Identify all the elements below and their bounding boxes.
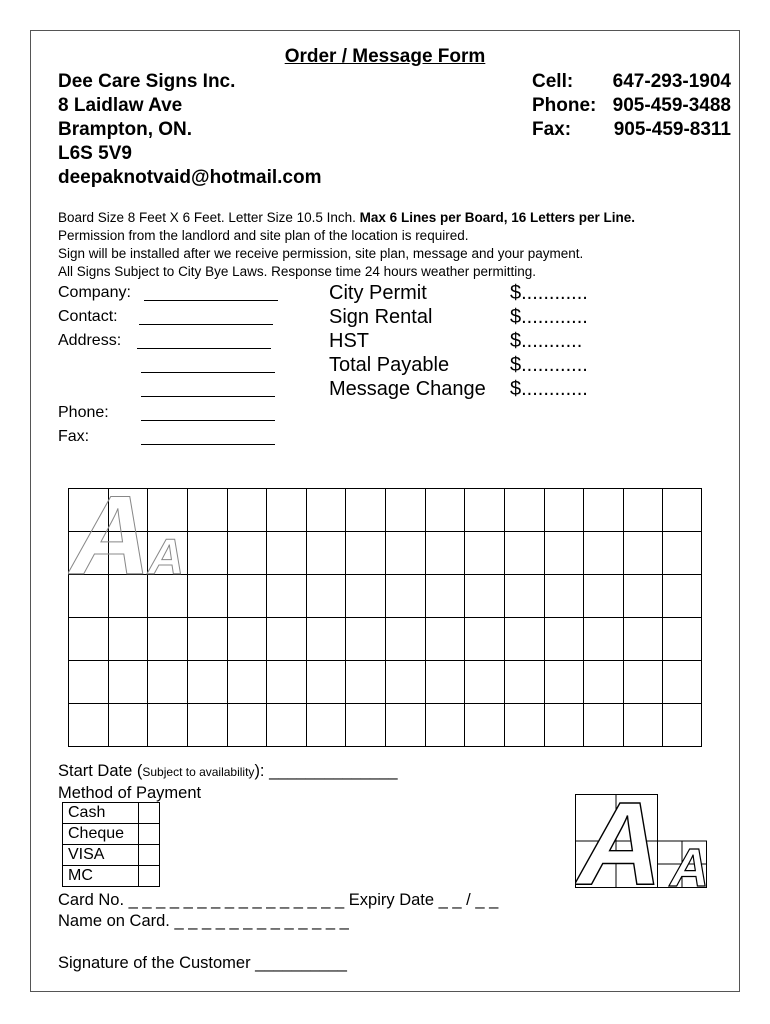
signature-field[interactable]: Signature of the Customer __________ (58, 954, 347, 972)
company-name: Dee Care Signs Inc. (58, 71, 236, 92)
form-title: Order / Message Form (284, 46, 486, 67)
payment-checkbox[interactable] (139, 845, 160, 866)
payment-checkbox[interactable] (139, 824, 160, 845)
fax-input-line[interactable] (141, 444, 275, 445)
charge-amount[interactable]: $............ (510, 282, 588, 304)
contact-label: Contact: (58, 308, 118, 325)
contact-fax (532, 118, 731, 142)
card-number-field[interactable]: Card No. _ _ _ _ _ _ _ _ _ _ _ _ _ _ _ _ Expiry Date _ _ / _ _ (58, 891, 499, 909)
letter-size-illustration (575, 794, 723, 892)
message-grid[interactable] (68, 488, 702, 748)
address-input-line-3[interactable] (141, 396, 275, 397)
payment-option-label: Cheque (63, 824, 139, 845)
company-city: Brampton, ON. (58, 119, 193, 140)
charge-label: HST (329, 330, 369, 352)
start-date-field[interactable]: ): ______________ (254, 762, 398, 780)
payment-option-row (63, 803, 160, 824)
contact-value: 647-293-1904 (612, 71, 731, 92)
payment-checkbox[interactable] (139, 803, 160, 824)
payment-option-label: Cash (63, 803, 139, 824)
contact-value: 905-459-3488 (612, 95, 731, 116)
contact-input-line[interactable] (139, 324, 273, 325)
contact-field (58, 308, 118, 332)
charges-labels (329, 281, 486, 401)
name-on-card-field[interactable]: Name on Card. _ _ _ _ _ _ _ _ _ _ _ _ _ (58, 912, 349, 930)
payment-option-label: VISA (63, 845, 139, 866)
terms-text: Board Size 8 Feet X 6 Feet. Letter Size 10.5 Inch. (58, 210, 360, 225)
charge-amount[interactable]: $............ (510, 354, 588, 376)
charge-amount[interactable]: $............ (510, 306, 588, 328)
phone-input-line[interactable] (141, 420, 275, 421)
contact-phone (532, 94, 731, 118)
logo-small-letter: A (670, 838, 709, 892)
charge-label: Total Payable (329, 354, 450, 376)
charge-amount[interactable]: $........... (510, 330, 583, 352)
company-input-line[interactable] (144, 300, 278, 301)
payment-method-table (62, 802, 160, 887)
address-label: Address: (58, 332, 122, 349)
phone-field (58, 404, 109, 428)
company-postal: L6S 5V9 (58, 143, 132, 164)
terms-block (58, 209, 635, 281)
charge-label: Message Change (329, 378, 486, 400)
terms-line-4: All Signs Subject to City Bye Laws. Response time 24 hours weather permitting. (58, 264, 536, 279)
phone-label: Phone: (58, 404, 109, 421)
charge-label: Sign Rental (329, 306, 433, 328)
address-input-line-1[interactable] (137, 348, 271, 349)
company-block (58, 70, 321, 190)
company-label: Company: (58, 284, 131, 301)
fax-label: Fax: (58, 428, 90, 445)
address-field (58, 332, 121, 356)
terms-line-2: Permission from the landlord and site plan of the location is required. (58, 228, 469, 243)
sign-logo (575, 794, 723, 897)
payment-option-row (63, 824, 160, 845)
charge-amount[interactable]: $............ (510, 378, 588, 400)
payment-heading: Method of Payment (58, 784, 202, 802)
contact-label: Cell: (532, 71, 574, 92)
contact-value: 905-459-8311 (613, 119, 731, 140)
payment-checkbox[interactable] (139, 866, 160, 887)
contact-cell (532, 70, 731, 94)
terms-line-1 (58, 209, 635, 227)
message-grid-wrap (68, 488, 702, 748)
address-input-line-2[interactable] (141, 372, 275, 373)
contact-label: Phone: (532, 95, 597, 116)
contact-block (532, 70, 731, 142)
availability-note: Subject to availability (142, 765, 255, 779)
terms-emphasis: Max 6 Lines per Board, 16 Letters per Line. (359, 210, 636, 225)
payment-section (58, 761, 398, 804)
charges-amounts (510, 281, 588, 401)
fax-field (58, 428, 89, 452)
company-email: deepaknotvaid@hotmail.com (58, 167, 322, 188)
start-date-label: Start Date ( (58, 762, 143, 780)
contact-label: Fax: (532, 119, 572, 140)
terms-line-3: Sign will be installed after we receive permission, site plan, message and your payment. (58, 246, 584, 261)
company-field (58, 284, 131, 308)
company-street: 8 Laidlaw Ave (58, 95, 183, 116)
start-date-line[interactable] (58, 761, 398, 783)
payment-option-label: MC (63, 866, 139, 887)
payment-option-row (63, 866, 160, 887)
logo-big-letter: A (577, 794, 663, 892)
grid-example-small-letter: A (148, 529, 185, 585)
charge-label: City Permit (329, 282, 427, 304)
payment-option-row (63, 845, 160, 866)
grid-example-big-letter: A (70, 488, 151, 598)
card-details (58, 890, 498, 974)
